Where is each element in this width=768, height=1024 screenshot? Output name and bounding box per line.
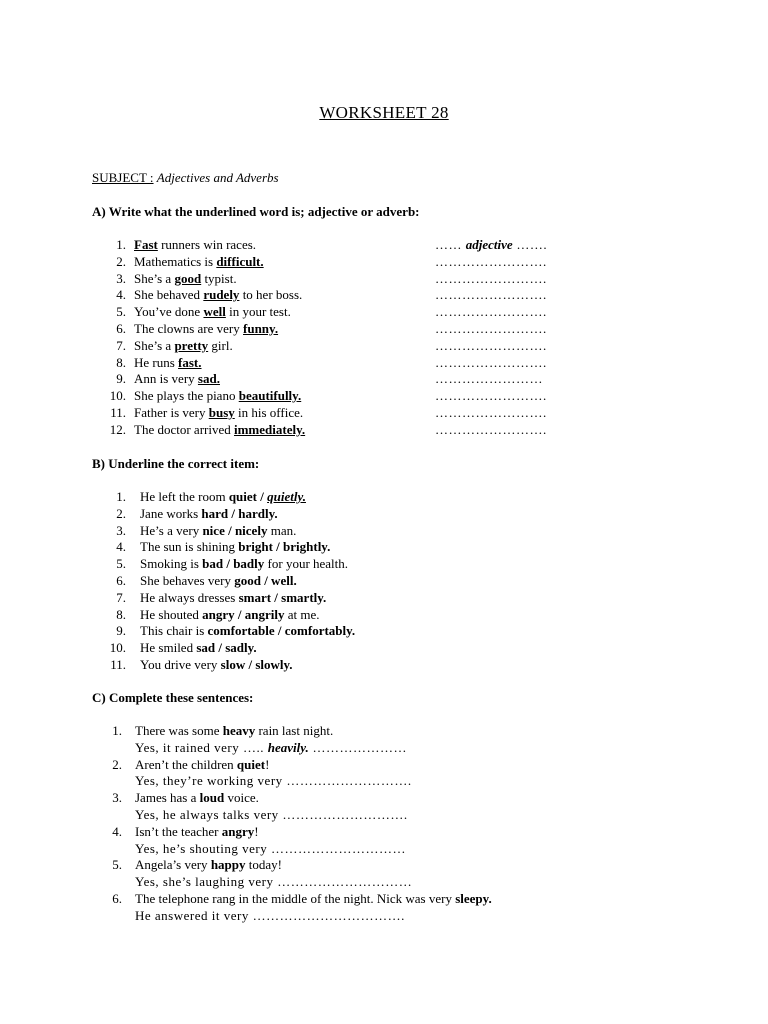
answer-value: adjective bbox=[465, 237, 513, 252]
sentence-pre: There was some bbox=[135, 723, 223, 738]
list-item-continuation bbox=[92, 908, 612, 925]
sentence-pre: The doctor arrived bbox=[134, 421, 234, 437]
sentence-post: for your health. bbox=[264, 556, 349, 572]
list-item bbox=[92, 891, 612, 908]
answer-blank bbox=[435, 338, 547, 355]
list-item bbox=[92, 304, 612, 321]
option-pair: good / well. bbox=[234, 572, 297, 588]
item-sentence bbox=[135, 723, 333, 740]
sentence-pre: He smiled bbox=[140, 640, 197, 656]
answer-blank bbox=[435, 355, 547, 372]
list-item bbox=[92, 271, 612, 288]
list-item bbox=[92, 254, 612, 271]
item-number: 12. bbox=[109, 421, 126, 437]
underlined-word: immediately. bbox=[233, 421, 306, 437]
option-pair: quiet / bbox=[228, 489, 268, 504]
list-item-continuation bbox=[92, 874, 612, 891]
sentence-pre: Father is very bbox=[134, 404, 209, 420]
sentence-pre: Isn’t the teacher bbox=[135, 823, 222, 839]
underlined-word: rudely bbox=[203, 287, 240, 303]
item-number: 10. bbox=[109, 388, 126, 404]
key-word: sleepy. bbox=[455, 890, 492, 906]
underlined-word: fast. bbox=[178, 354, 202, 370]
answer-dots-pre: ……………………. bbox=[435, 270, 547, 286]
item-number: 9. bbox=[116, 371, 126, 387]
list-item bbox=[92, 723, 612, 740]
sentence-pre: Smoking is bbox=[140, 556, 203, 572]
option-pair: bad / badly bbox=[202, 556, 265, 572]
item-sentence bbox=[140, 573, 297, 590]
sentence-pre: Ann is very bbox=[134, 371, 198, 387]
key-word: heavy bbox=[222, 723, 256, 738]
sentence-post: today! bbox=[245, 857, 282, 873]
item-sentence bbox=[134, 237, 256, 254]
item-number: 3. bbox=[116, 522, 126, 538]
sentence-pre: He left the room bbox=[140, 489, 229, 504]
answer-blank bbox=[435, 237, 547, 254]
option-pair: sad / sadly. bbox=[196, 640, 257, 656]
item-sentence bbox=[134, 271, 237, 288]
item-sentence bbox=[134, 338, 233, 355]
answer-blank bbox=[435, 271, 547, 288]
option-pair: smart / smartly. bbox=[238, 589, 327, 605]
completion-post: ………………… bbox=[308, 739, 408, 755]
item-number: 4. bbox=[112, 823, 122, 839]
answer-dots-pre: ……………………. bbox=[435, 337, 547, 353]
answer-blank bbox=[435, 371, 543, 388]
sentence-post: at me. bbox=[284, 606, 320, 622]
answer-dots-pre: ……………………. bbox=[435, 304, 547, 320]
sentence-post: ! bbox=[265, 756, 270, 772]
answer-blank bbox=[435, 287, 547, 304]
item-sentence bbox=[140, 590, 326, 607]
completion-line bbox=[135, 874, 412, 891]
key-word: happy bbox=[210, 857, 246, 873]
item-number: 7. bbox=[116, 337, 126, 353]
item-number: 5. bbox=[112, 857, 122, 873]
underlined-word: Fast bbox=[134, 237, 158, 252]
item-sentence bbox=[140, 556, 348, 573]
list-item bbox=[92, 757, 612, 774]
item-number: 5. bbox=[116, 556, 126, 572]
sentence-pre: She plays the piano bbox=[134, 388, 239, 404]
list-item bbox=[92, 556, 612, 573]
answer-dots-pre: …………………… bbox=[435, 371, 543, 387]
item-sentence bbox=[134, 254, 264, 271]
option-pair: hard / hardly. bbox=[201, 505, 278, 521]
underlined-word: busy bbox=[208, 404, 235, 420]
completion-line bbox=[135, 908, 405, 925]
list-item bbox=[92, 539, 612, 556]
answer-dots-pre: ……………………. bbox=[435, 253, 547, 269]
completion-pre: He answered it very ……………………………. bbox=[135, 907, 405, 923]
list-item bbox=[92, 371, 612, 388]
item-number: 2. bbox=[116, 253, 126, 269]
sentence-pre: This chair is bbox=[140, 623, 208, 639]
selected-option: quietly. bbox=[267, 489, 306, 504]
item-number: 1. bbox=[116, 237, 126, 252]
sentence-pre: She’s a bbox=[134, 337, 175, 353]
item-number: 1. bbox=[116, 489, 126, 504]
subject-value: Adjectives and Adverbs bbox=[156, 170, 279, 185]
answer-dots-pre: ……………………. bbox=[435, 354, 547, 370]
sentence-post: girl. bbox=[208, 337, 233, 353]
list-item bbox=[92, 355, 612, 372]
sentence-pre: You’ve done bbox=[134, 304, 204, 320]
item-number: 7. bbox=[116, 589, 126, 605]
answer-dots-pre: ……………………. bbox=[435, 388, 547, 404]
answer-dots-pre: ……………………. bbox=[435, 287, 547, 303]
item-sentence bbox=[135, 857, 282, 874]
list-item bbox=[92, 321, 612, 338]
key-word: angry bbox=[221, 823, 255, 839]
item-number: 5. bbox=[116, 304, 126, 320]
item-sentence bbox=[134, 371, 220, 388]
underlined-word: well bbox=[203, 304, 226, 320]
sentence-post: typist. bbox=[201, 270, 237, 286]
underlined-word: sad. bbox=[197, 371, 220, 387]
item-sentence bbox=[140, 607, 319, 624]
item-sentence bbox=[140, 657, 293, 674]
list-item bbox=[92, 790, 612, 807]
item-number: 8. bbox=[116, 354, 126, 370]
item-number: 11. bbox=[110, 656, 126, 672]
item-number: 6. bbox=[116, 320, 126, 336]
item-sentence bbox=[140, 506, 278, 523]
key-word: quiet bbox=[236, 756, 266, 772]
item-sentence bbox=[140, 489, 306, 506]
completion-line bbox=[135, 773, 412, 790]
list-item bbox=[92, 287, 612, 304]
answer-dots-pre: ……………………. bbox=[435, 320, 547, 336]
section-c-heading: C) Complete these sentences: bbox=[92, 690, 254, 705]
item-number: 2. bbox=[112, 756, 122, 772]
item-sentence bbox=[134, 405, 303, 422]
list-item bbox=[92, 857, 612, 874]
item-sentence bbox=[134, 355, 202, 372]
underlined-word: pretty bbox=[174, 337, 209, 353]
item-sentence bbox=[140, 523, 296, 540]
list-item-continuation bbox=[92, 841, 612, 858]
list-item-continuation bbox=[92, 773, 612, 790]
completion-pre: Yes, they’re working very ………………………. bbox=[135, 773, 412, 789]
list-item bbox=[92, 573, 612, 590]
sentence-pre: He shouted bbox=[140, 606, 203, 622]
answer-blank bbox=[435, 422, 547, 439]
item-number: 11. bbox=[110, 404, 126, 420]
item-sentence bbox=[134, 388, 301, 405]
underlined-word: beautifully. bbox=[238, 388, 302, 404]
sentence-pre: The sun is shining bbox=[140, 539, 239, 555]
item-sentence bbox=[135, 790, 259, 807]
list-item bbox=[92, 590, 612, 607]
sentence-pre: James has a bbox=[135, 790, 200, 806]
completion-line bbox=[135, 841, 406, 858]
sentence-pre: She’s a bbox=[134, 270, 175, 286]
sentence-pre: You drive very bbox=[140, 656, 221, 672]
item-number: 1. bbox=[112, 723, 122, 738]
item-number: 3. bbox=[116, 270, 126, 286]
option-pair: bright / brightly. bbox=[238, 539, 331, 555]
list-item bbox=[92, 388, 612, 405]
item-number: 3. bbox=[112, 790, 122, 806]
answer-blank bbox=[435, 321, 547, 338]
sentence-post: ! bbox=[254, 823, 259, 839]
option-pair: angry / angrily bbox=[202, 606, 285, 622]
list-item bbox=[92, 640, 612, 657]
answer-dots-pre: ……………………. bbox=[435, 421, 547, 437]
sentence-post: runners win races. bbox=[157, 237, 257, 252]
list-item bbox=[92, 489, 612, 506]
list-item bbox=[92, 338, 612, 355]
page-title: WORKSHEET 28 bbox=[319, 103, 449, 122]
item-sentence bbox=[134, 287, 302, 304]
list-item bbox=[92, 237, 612, 254]
item-sentence bbox=[140, 623, 355, 640]
answer-dots-pre: ……………………. bbox=[435, 404, 547, 420]
underlined-word: difficult. bbox=[216, 253, 264, 269]
answer-dots-post: ……. bbox=[516, 237, 548, 252]
sentence-pre: Mathematics is bbox=[134, 253, 217, 269]
subject-label: SUBJECT : bbox=[92, 170, 154, 185]
sentence-post: in your test. bbox=[225, 304, 291, 320]
section-a-heading: A) Write what the underlined word is; adjective or adverb: bbox=[92, 204, 420, 219]
item-sentence bbox=[140, 539, 330, 556]
sentence-post: to her boss. bbox=[239, 287, 303, 303]
underlined-word: funny. bbox=[243, 320, 279, 336]
sentence-pre: Jane works bbox=[140, 505, 202, 521]
answer-blank bbox=[435, 388, 547, 405]
item-number: 4. bbox=[116, 287, 126, 303]
item-sentence bbox=[135, 891, 492, 908]
completion-line bbox=[135, 807, 408, 824]
list-item bbox=[92, 657, 612, 674]
completion-pre: Yes, he’s shouting very ………………………… bbox=[135, 840, 406, 856]
answer-dots-pre: …… bbox=[435, 237, 462, 252]
sentence-post: in his office. bbox=[234, 404, 304, 420]
item-sentence bbox=[140, 640, 257, 657]
completion-pre: Yes, it rained very ….. bbox=[135, 739, 268, 755]
item-sentence bbox=[134, 422, 305, 439]
item-number: 9. bbox=[116, 623, 126, 639]
item-number: 10. bbox=[109, 640, 126, 656]
completion-pre: Yes, he always talks very ………………………. bbox=[135, 806, 408, 822]
item-sentence bbox=[135, 757, 269, 774]
key-word: loud bbox=[199, 790, 225, 806]
underlined-word: good bbox=[174, 270, 202, 286]
list-item bbox=[92, 824, 612, 841]
list-item-continuation bbox=[92, 807, 612, 824]
sentence-post: voice. bbox=[224, 790, 259, 806]
sentence-post: man. bbox=[267, 522, 297, 538]
item-sentence bbox=[134, 304, 291, 321]
option-pair: nice / nicely bbox=[202, 522, 268, 538]
option-pair: slow / slowly. bbox=[220, 656, 293, 672]
section-c-list bbox=[92, 723, 612, 925]
option-pair: comfortable / comfortably. bbox=[207, 623, 356, 639]
sentence-pre: Aren’t the children bbox=[135, 756, 237, 772]
item-number: 6. bbox=[116, 572, 126, 588]
item-number: 6. bbox=[112, 890, 122, 906]
sentence-post: rain last night. bbox=[255, 723, 334, 738]
list-item bbox=[92, 607, 612, 624]
item-number: 8. bbox=[116, 606, 126, 622]
item-number: 2. bbox=[116, 505, 126, 521]
completion-pre: Yes, she’s laughing very ………………………… bbox=[135, 874, 413, 890]
section-b-heading: B) Underline the correct item: bbox=[92, 456, 260, 471]
item-number: 4. bbox=[116, 539, 126, 555]
sentence-pre: He runs bbox=[134, 354, 179, 370]
answer-blank bbox=[435, 405, 547, 422]
list-item bbox=[92, 422, 612, 439]
sentence-pre: She behaved bbox=[134, 287, 204, 303]
completion-line bbox=[135, 740, 407, 757]
list-item bbox=[92, 623, 612, 640]
list-item bbox=[92, 523, 612, 540]
sentence-pre: He’s a very bbox=[140, 522, 203, 538]
sentence-pre: He always dresses bbox=[140, 589, 239, 605]
sentence-pre: Angela’s very bbox=[135, 857, 211, 873]
sentence-pre: The telephone rang in the middle of the night. Nick was very bbox=[135, 890, 456, 906]
item-sentence bbox=[134, 321, 278, 338]
list-item bbox=[92, 405, 612, 422]
answer-blank bbox=[435, 304, 547, 321]
subject-line bbox=[92, 170, 279, 187]
sentence-pre: The clowns are very bbox=[134, 320, 244, 336]
completion-answer: heavily. bbox=[267, 739, 309, 755]
sentence-pre: She behaves very bbox=[140, 572, 235, 588]
item-sentence bbox=[135, 824, 259, 841]
list-item-continuation bbox=[92, 740, 612, 757]
list-item bbox=[92, 506, 612, 523]
section-b-list bbox=[92, 489, 612, 674]
answer-blank bbox=[435, 254, 547, 271]
section-a-list bbox=[92, 237, 612, 439]
